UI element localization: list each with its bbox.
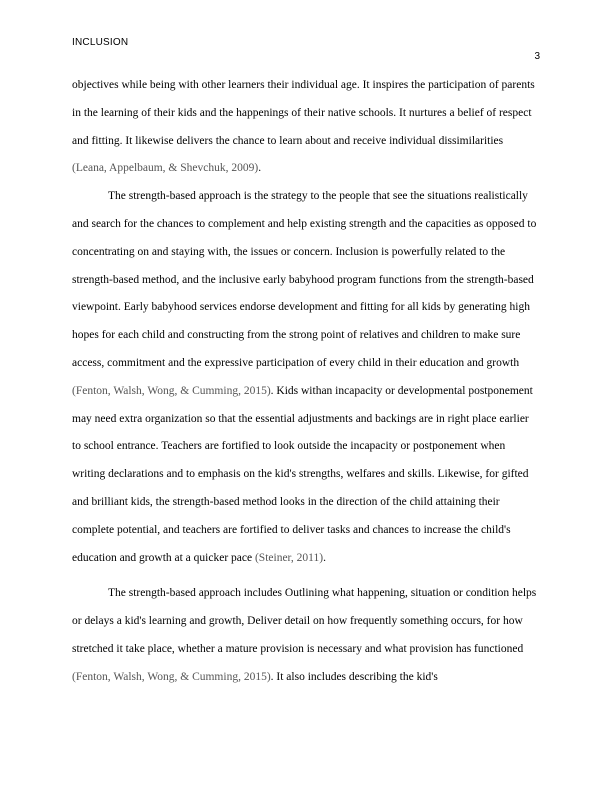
citation-fenton-2015: (Fenton, Walsh, Wong, & Cumming, 2015) bbox=[72, 384, 271, 397]
citation-fenton-2015-second: (Fenton, Walsh, Wong, & Cumming, 2015) bbox=[72, 670, 271, 683]
citation-steiner-2011: (Steiner, 2011) bbox=[254, 551, 324, 564]
paragraph-2-end: . bbox=[323, 551, 326, 564]
paragraph-2 bbox=[72, 183, 540, 572]
page-number: 3 bbox=[534, 51, 540, 62]
paragraph-2-text-continued: . Kids withan incapacity or developmental postponement may need extra organization so that the essential adjustments and backings are in right place earlier to school entrance. Teachers are fortified to look outside the incapacity or postponement when writing declarations and to emphasis on the kid's strengths, welfares and skills. Likewise, for gifted and brilliant kids, the strength-based method looks in the direction of the child attaining their complete potential, and teachers are fortified to deliver tasks and chances to increase the child's education and growth at a quicker pace bbox=[72, 384, 533, 564]
paragraph-1 bbox=[72, 72, 540, 183]
paragraph-3-text: The strength-based approach includes Outlining what happening, situation or condition helps or delays a kid's learning and growth, Deliver detail on how frequently something occurs, for how stretched it take place, whether a mature provision is necessary and what provision has functioned bbox=[72, 587, 537, 655]
paragraph-3 bbox=[72, 580, 540, 691]
paragraph-1-text: objectives while being with other learners their individual age. It inspires the participation of parents in the learning of their kids and the happenings of their native schools. It nurtures a belief of respect and fitting. It likewise delivers the chance to learn about and receive individual dissimilarities bbox=[72, 79, 535, 147]
paragraph-3-end: . It also includes describing the kid's bbox=[270, 670, 438, 683]
body-text bbox=[72, 72, 540, 692]
paragraph-1-end: . bbox=[258, 162, 262, 175]
citation-leana-2009: (Leana, Appelbaum, & Shevchuk, 2009) bbox=[72, 162, 259, 175]
paragraph-2-text: The strength-based approach is the strategy to the people that see the situations realistically and search for the chances to complement and help existing strength and the capacities as opposed to concentrating on and staying with, the issues or concern. Inclusion is powerfully related to the strength-based method, and the inclusive early babyhood program functions from the strength-based viewpoint. Early babyhood services endorse development and fitting for all kids by generating high hopes for each child and constructing from the strong point of relatives and children to make sure access, commitment and the expressive participation of every child in their education and growth bbox=[72, 190, 537, 369]
running-head: INCLUSION bbox=[72, 37, 129, 48]
